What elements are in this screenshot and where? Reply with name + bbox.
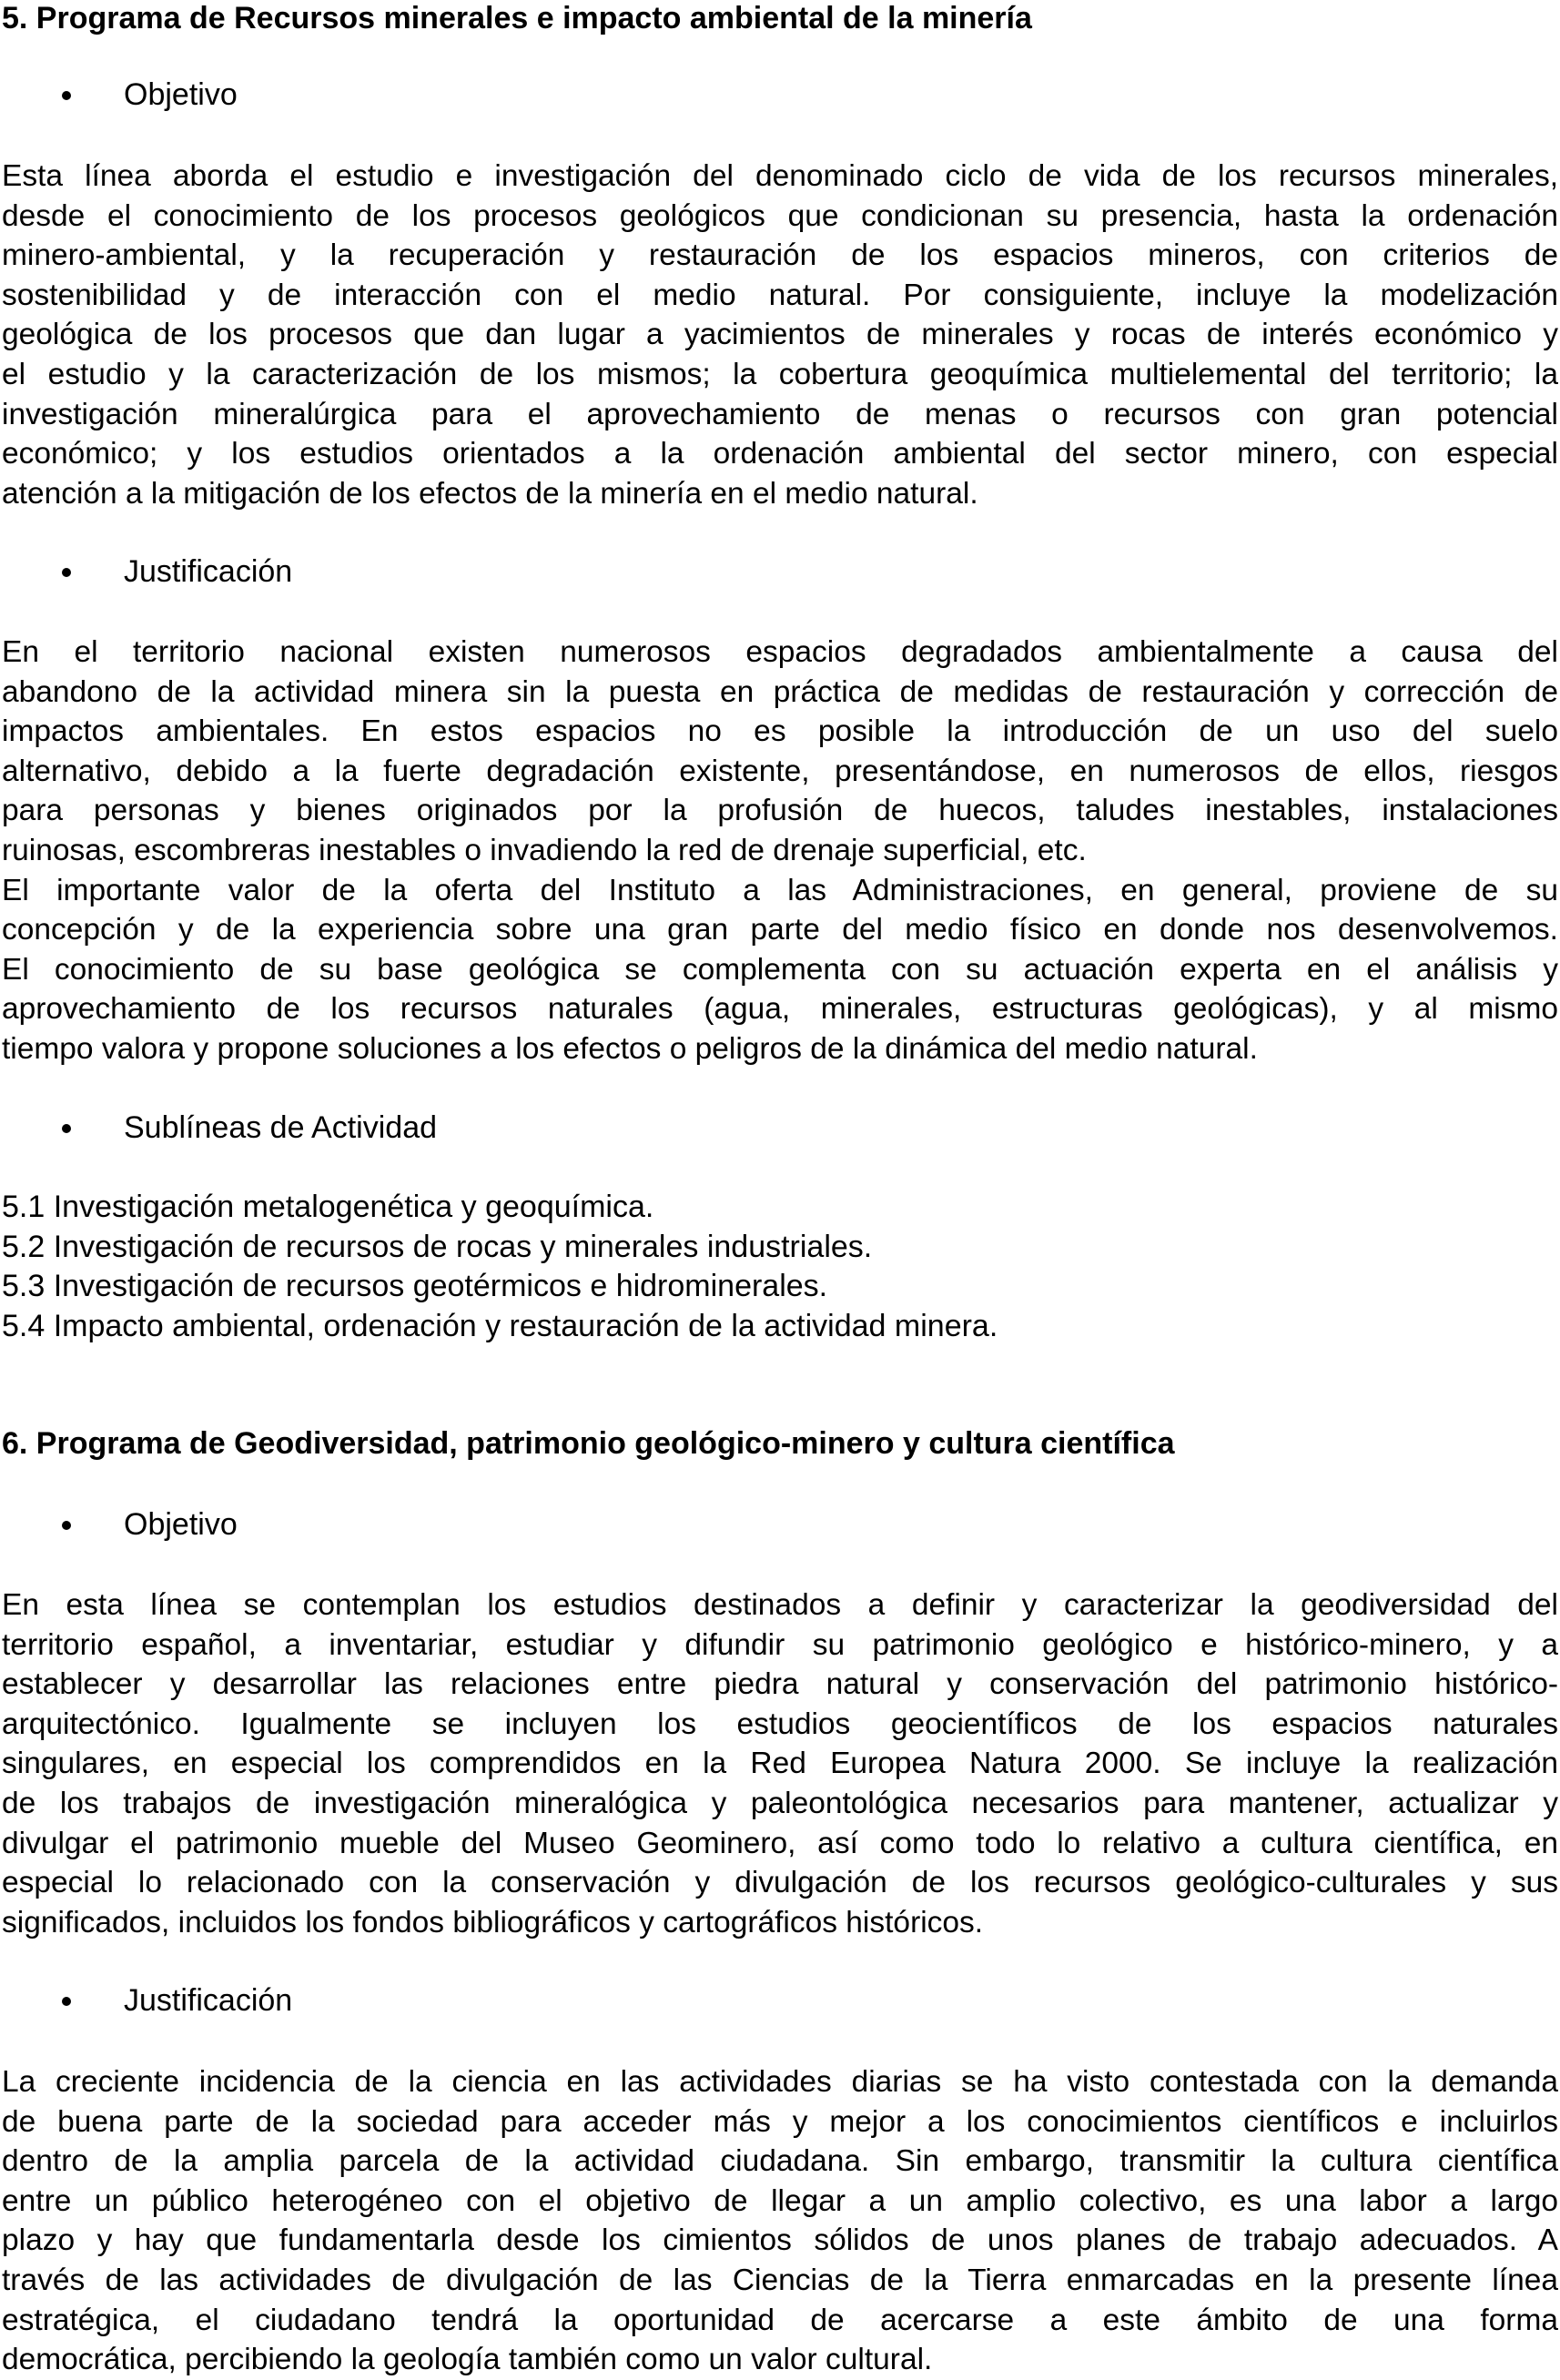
paragraph-line: de los trabajos de investigación mineralógica y paleontológica necesarios para mantener, actualizar y: [2, 1786, 1558, 1820]
sublinea-item: 5.1 Investigación metalogenética y geoquímica.: [2, 1190, 654, 1224]
paragraph-line: entre un público heterogéneo con el objetivo de llegar a un amplio colectivo, es una labor a largo: [2, 2183, 1558, 2218]
paragraph-line: el estudio y la caracterización de los mismos; la cobertura geoquímica multielemental del territorio; la: [2, 357, 1558, 391]
sublinea-item: 5.4 Impacto ambiental, ordenación y restauración de la actividad minera.: [2, 1309, 998, 1343]
section-5-heading: 5. Programa de Recursos minerales e impacto ambiental de la minería: [2, 1, 1032, 35]
paragraph-line: arquitectónico. Igualmente se incluyen los estudios geocientíficos de los espacios naturales: [2, 1707, 1558, 1741]
bullet-dot-icon: [62, 1124, 71, 1133]
paragraph-line: plazo y hay que fundamentarla desde los cimientos sólidos de unos planes de trabajo adecuados. A: [2, 2223, 1558, 2258]
paragraph-line: El importante valor de la oferta del Instituto a las Administraciones, en general, proviene de su: [2, 873, 1558, 907]
paragraph-line: través de las actividades de divulgación de las Ciencias de la Tierra enmarcadas en la presente línea: [2, 2263, 1558, 2297]
paragraph-line: La creciente incidencia de la ciencia en las actividades diarias se ha visto contestada con la demanda: [2, 2065, 1558, 2099]
paragraph-line: establecer y desarrollar las relaciones entre piedra natural y conservación del patrimonio histórico-: [2, 1667, 1558, 1702]
paragraph-line: dentro de la amplia parcela de la actividad ciudadana. Sin embargo, transmitir la cultura científica: [2, 2144, 1558, 2179]
section-5-justificacion-paragraph: [2, 633, 1558, 1069]
paragraph-line: desde el conocimiento de los procesos geológicos que condicionan su presencia, hasta la ordenación: [2, 198, 1558, 233]
bullet-label: Objetivo: [124, 1507, 238, 1542]
paragraph-line: singulares, en especial los comprendidos en la Red Europea Natura 2000. Se incluye la realización: [2, 1747, 1558, 1781]
paragraph-line: minero-ambiental, y la recuperación y restauración de los espacios mineros, con criterios de: [2, 238, 1558, 273]
section-6-heading: 6. Programa de Geodiversidad, patrimonio geológico-minero y cultura científica: [2, 1426, 1175, 1461]
paragraph-line: abandono de la actividad minera sin la puesta en práctica de medidas de restauración y corrección de: [2, 674, 1558, 709]
bullet-label: Justificación: [124, 554, 293, 589]
sublinea-item: 5.2 Investigación de recursos de rocas y minerales industriales.: [2, 1230, 873, 1264]
bullet-dot-icon: [62, 568, 71, 577]
bullet-label: Sublíneas de Actividad: [124, 1110, 438, 1145]
paragraph-line: En el territorio nacional existen numerosos espacios degradados ambientalmente a causa del: [2, 635, 1558, 669]
bullet-dot-icon: [62, 91, 71, 100]
paragraph-line: especial lo relacionado con la conservación y divulgación de los recursos geológico-culturales y sus: [2, 1866, 1558, 1900]
paragraph-line: atención a la mitigación de los efectos de la minería en el medio natural.: [2, 476, 978, 511]
paragraph-line: tiempo valora y propone soluciones a los efectos o peligros de la dinámica del medio natural.: [2, 1031, 1258, 1066]
section-6-justificacion-paragraph: [2, 2062, 1558, 2380]
sublinea-item: 5.3 Investigación de recursos geotérmicos e hidrominerales.: [2, 1269, 828, 1303]
section-6-objetivo-paragraph: [2, 1585, 1558, 1942]
paragraph-line: concepción y de la experiencia sobre una gran parte del medio físico en donde nos desenvolvemos.: [2, 913, 1558, 947]
paragraph-line: económico; y los estudios orientados a la ordenación ambiental del sector minero, con especial: [2, 437, 1558, 471]
paragraph-line: El conocimiento de su base geológica se complementa con su actuación experta en el análisis y: [2, 952, 1558, 987]
paragraph-line: aprovechamiento de los recursos naturales (agua, minerales, estructuras geológicas), y al mismo: [2, 992, 1558, 1027]
bullet-label: Objetivo: [124, 77, 238, 112]
paragraph-line: de buena parte de la sociedad para acceder más y mejor a los conocimientos científicos e incluirlos: [2, 2104, 1558, 2139]
bullet-dot-icon: [62, 1997, 71, 2006]
paragraph-line: divulgar el patrimonio mueble del Museo Geominero, así como todo lo relativo a cultura científica, en: [2, 1826, 1558, 1860]
paragraph-line: investigación mineralúrgica para el aprovechamiento de menas o recursos con gran potencial: [2, 397, 1558, 431]
paragraph-line: ruinosas, escombreras inestables o invadiendo la red de drenaje superficial, etc.: [2, 833, 1087, 867]
paragraph-line: impactos ambientales. En estos espacios no es posible la introducción de un uso del suelo: [2, 714, 1558, 749]
paragraph-line: significados, incluidos los fondos bibliográficos y cartográficos históricos.: [2, 1905, 984, 1939]
paragraph-line: alternativo, debido a la fuerte degradación existente, presentándose, en numerosos de ellos, riesgos: [2, 754, 1558, 788]
bullet-dot-icon: [62, 1521, 71, 1530]
paragraph-line: estratégica, el ciudadano tendrá la oportunidad de acercarse a este ámbito de una forma: [2, 2303, 1558, 2337]
paragraph-line: territorio español, a inventariar, estudiar y difundir su patrimonio geológico e histórico-minero, y a: [2, 1627, 1558, 1662]
paragraph-line: En esta línea se contemplan los estudios destinados a definir y caracterizar la geodiversidad del: [2, 1588, 1558, 1622]
section-5-objetivo-paragraph: [2, 157, 1558, 513]
paragraph-line: sostenibilidad y de interacción con el medio natural. Por consiguiente, incluye la modelización: [2, 278, 1558, 312]
paragraph-line: geológica de los procesos que dan lugar a yacimientos de minerales y rocas de interés económico y: [2, 318, 1558, 352]
bullet-label: Justificación: [124, 1983, 293, 2018]
paragraph-line: democrática, percibiendo la geología también como un valor cultural.: [2, 2343, 933, 2377]
paragraph-line: Esta línea aborda el estudio e investigación del denominado ciclo de vida de los recursos minerales,: [2, 159, 1558, 193]
paragraph-line: para personas y bienes originados por la profusión de huecos, taludes inestables, instalaciones: [2, 794, 1558, 828]
